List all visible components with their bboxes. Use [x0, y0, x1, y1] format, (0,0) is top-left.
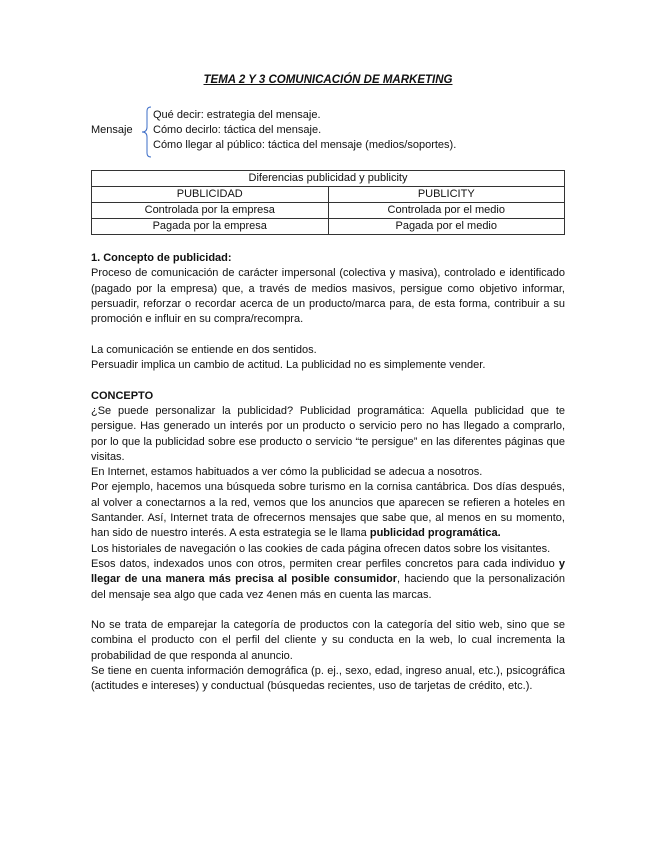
- mensaje-label: Mensaje: [91, 124, 133, 136]
- differences-table: [91, 170, 565, 235]
- table-cell: Pagada por el medio: [328, 219, 565, 235]
- paragraph: Persuadir implica un cambio de actitud. La publicidad no es simplemente vender.: [91, 359, 486, 372]
- mensaje-item: Cómo llegar al público: táctica del mensaje (medios/soportes).: [153, 139, 457, 151]
- table-cell: Controlada por la empresa: [92, 203, 329, 219]
- paragraph: [91, 557, 565, 603]
- text-run: Esos datos, indexados unos con otros, permiten crear perfiles concretos para cada individuo: [91, 557, 559, 570]
- table-row: [92, 219, 565, 235]
- text-run-bold: publicidad programática.: [369, 527, 501, 540]
- document-title: TEMA 2 Y 3 COMUNICACIÓN DE MARKETING: [203, 74, 453, 86]
- table-header: PUBLICIDAD: [92, 187, 329, 203]
- text-run-bold: y llegar de una manera más precisa al posible consumidor: [91, 557, 565, 586]
- paragraph: Proceso de comunicación de carácter impersonal (colectiva y masiva), controlado e identificado (pagado por la empresa) que, a través de medios masivos, persigue como objetivo informar, persuadir, reforzar o recordar acerca de un producto/marca para, de esta forma, contribuir a su promoción e influir en su compra/recompra.: [91, 267, 565, 326]
- table-cell: Controlada por el medio: [328, 203, 565, 219]
- paragraph: ¿Se puede personalizar la publicidad? Publicidad programática: Aquella publicidad que te persigue. Has generado un interés por un producto o servicio pero no has llegado a comprarlo, por lo que la publicidad sobre ese producto o servicio “te persigue” en las diferentes páginas que visitas.: [91, 404, 565, 463]
- document-body: [91, 251, 565, 695]
- section-heading: CONCEPTO: [91, 389, 154, 402]
- mensaje-item: Qué decir: estrategia del mensaje.: [153, 109, 321, 121]
- table-cell: Pagada por la empresa: [92, 219, 329, 235]
- paragraph: Los historiales de navegación o las cookies de cada página ofrecen datos sobre los visitantes.: [91, 542, 551, 555]
- paragraph: La comunicación se entiende en dos sentidos.: [91, 343, 317, 356]
- table-header: PUBLICITY: [328, 187, 565, 203]
- table-caption: Diferencias publicidad y publicity: [92, 171, 565, 187]
- mensaje-item: Cómo decirlo: táctica del mensaje.: [153, 124, 322, 136]
- paragraph: No se trata de emparejar la categoría de productos con la categoría del sitio web, sino que se combina el producto con el perfil del cliente y su conducta en la web, lo cual incrementa la probabilidad de que responda al anuncio.: [91, 619, 565, 662]
- text-run: Por ejemplo, hacemos una búsqueda sobre turismo en la cornisa cantábrica. Dos días después, al volver a conectarnos a la red, vemos que los anuncios que aparecen se refieren a hoteles en Santander. Así, Internet trata de ofrecernos mensajes que sabe que, al menos en su momento, han sido de nuestro interés. A esta estrategia se le llama: [91, 481, 565, 540]
- paragraph: En Internet, estamos habituados a ver cómo la publicidad se adecua a nosotros.: [91, 466, 483, 479]
- table-row: [92, 203, 565, 219]
- curly-brace-icon: [138, 106, 154, 158]
- text-run: , haciendo que la personalización del mensaje sea algo que cada vez 4enen más en cuenta las marcas.: [91, 573, 566, 601]
- mensaje-list: [153, 108, 456, 153]
- section-heading: 1. Concepto de publicidad:: [91, 252, 232, 264]
- paragraph: [91, 480, 565, 541]
- paragraph: Se tiene en cuenta información demográfica (p. ej., sexo, edad, ingreso anual, etc.), psicográfica (actitudes e intereses) y conductual (búsquedas recientes, uso de tarjetas de crédito, etc.).: [91, 665, 565, 693]
